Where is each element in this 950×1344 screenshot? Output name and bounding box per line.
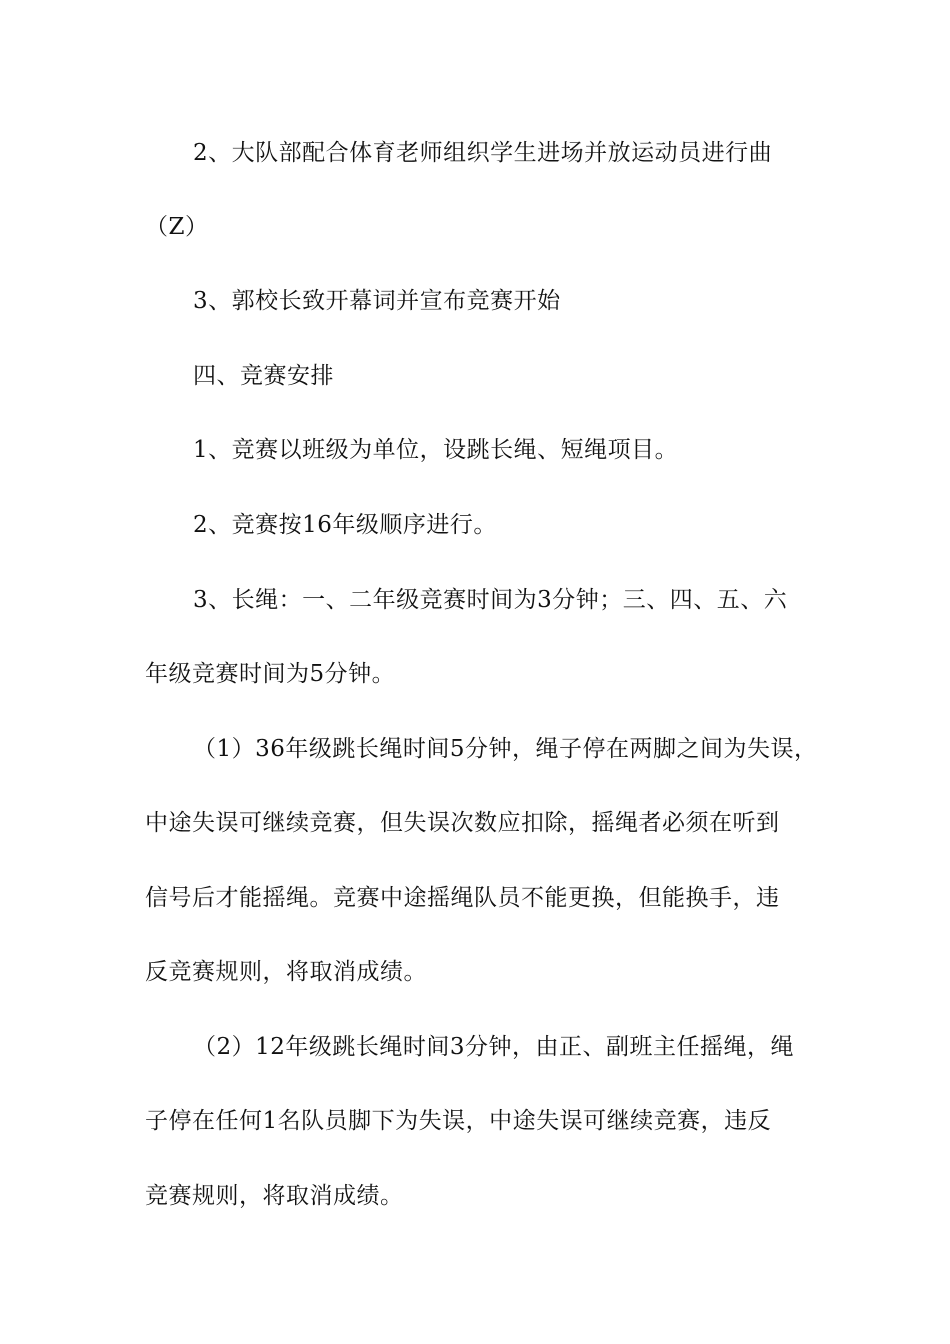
text-line: 反竞赛规则，将取消成绩。 — [145, 959, 427, 985]
text-line: 3、长绳：一、二年级竞赛时间为3分钟；三、四、五、六 — [193, 587, 788, 613]
text-line: （1）36年级跳长绳时间5分钟，绳子停在两脚之间为失误， — [193, 736, 818, 762]
section-heading: 四、竞赛安排 — [193, 363, 334, 389]
text-line: 信号后才能摇绳。竞赛中途摇绳队员不能更换，但能换手，违 — [145, 885, 780, 911]
text-line: 中途失误可继续竞赛，但失误次数应扣除，摇绳者必须在听到 — [145, 810, 780, 836]
text-line: （Z） — [145, 214, 209, 240]
text-line: 2、竞赛按16年级顺序进行。 — [193, 512, 497, 538]
text-line: （2）12年级跳长绳时间3分钟，由正、副班主任摇绳，绳 — [193, 1034, 795, 1060]
text-line: 年级竞赛时间为5分钟。 — [145, 661, 396, 687]
text-line: 1、竞赛以班级为单位，设跳长绳、短绳项目。 — [193, 437, 679, 463]
text-line: 2、大队部配合体育老师组织学生进场并放运动员进行曲 — [193, 140, 773, 166]
text-line: 竞赛规则，将取消成绩。 — [145, 1183, 404, 1209]
text-line: 3、郭校长致开幕词并宣布竞赛开始 — [193, 288, 561, 314]
text-line: 子停在任何1名队员脚下为失误，中途失误可继续竞赛，违反 — [145, 1108, 772, 1134]
